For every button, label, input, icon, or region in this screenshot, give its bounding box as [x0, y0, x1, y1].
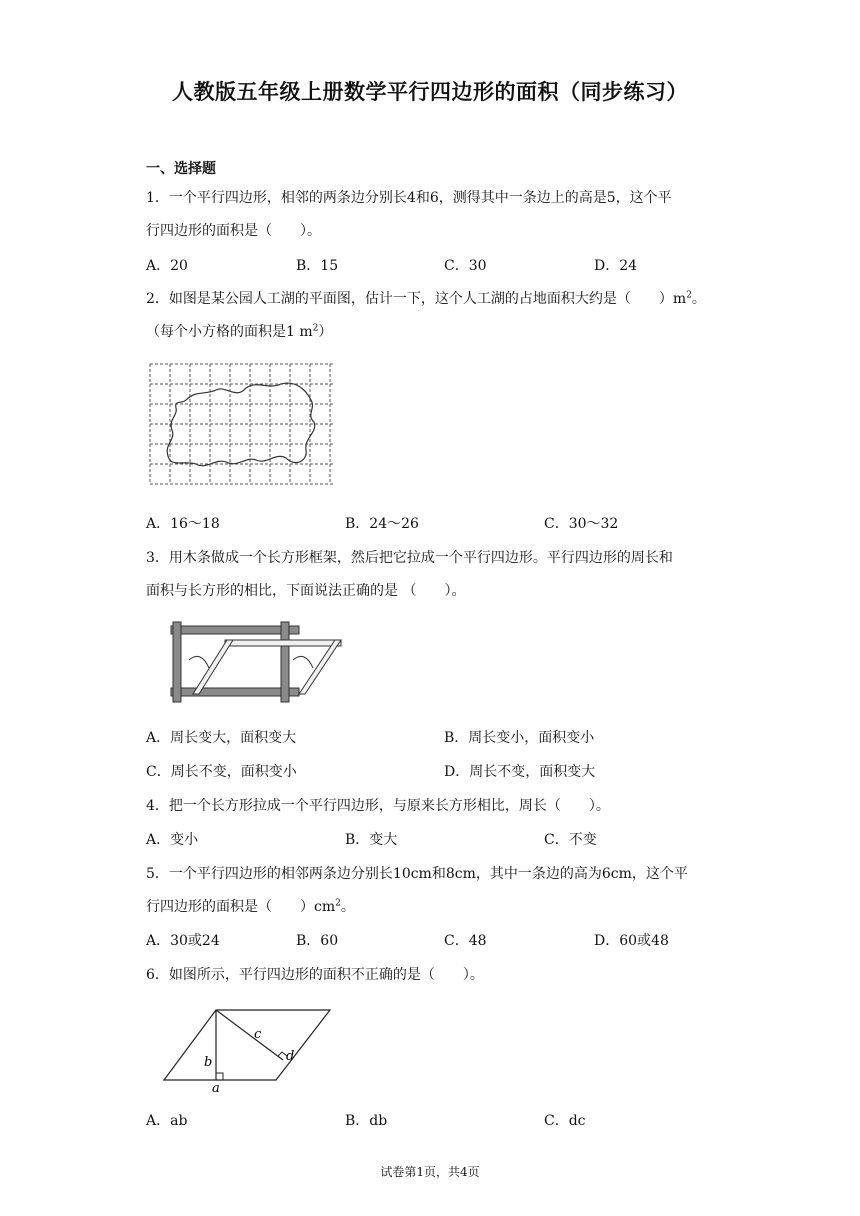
question-6-option-a: A．ab — [146, 1113, 188, 1129]
question-6-line-1: 6．如图所示，平行四边形的面积不正确的是（ ）。 — [146, 967, 484, 983]
question-1-option-c: C．30 — [444, 258, 487, 274]
question-1-option-b: B．15 — [296, 258, 339, 274]
question-5-line-2: 行四边形的面积是（ ）$cm^2$。 — [146, 898, 355, 915]
question-5-option-d: D．60或48 — [594, 933, 669, 949]
question-1-line-2: 行四边形的面积是（ ）。 — [146, 223, 321, 239]
question-4-option-b: B．变大 — [345, 832, 398, 848]
question-3-line-1: 3．用木条做成一个长方形框架，然后把它拉成一个平行四边形。平行四边形的周长和 — [146, 550, 673, 566]
section-heading: 一、选择题 — [146, 161, 216, 177]
wooden-frame-figure — [165, 618, 355, 706]
question-2-line-2: （每个小方格的面积是1 $m^2$） — [146, 323, 333, 340]
question-5-option-a: A．30或24 — [146, 933, 220, 949]
question-6-option-c: C．dc — [544, 1113, 586, 1129]
question-5-line-1: 5．一个平行四边形的相邻两条边分别长10cm和8cm，其中一条边的高为6cm，这个平 — [146, 866, 688, 882]
question-5-option-c: C．48 — [444, 933, 487, 949]
lake-grid-figure — [146, 360, 340, 488]
question-1-line-1: 1．一个平行四边形，相邻的两条边分别长4和6，测得其中一条边上的高是5，这个平 — [146, 190, 672, 206]
question-3-line-2: 面积与长方形的相比，下面说法正确的是 （ ）。 — [146, 583, 466, 599]
question-2-option-a: A．16～18 — [146, 516, 220, 532]
question-3-option-a: A．周长变大，面积变大 — [146, 730, 297, 746]
figure-label-d: d — [286, 1049, 295, 1064]
question-3-option-d: D．周长不变，面积变大 — [444, 764, 596, 780]
question-1-option-d: D．24 — [594, 258, 638, 274]
question-2-line-1: 2．如图是某公园人工湖的平面图，估计一下，这个人工湖的占地面积大约是（ ）$m^2$。 — [146, 290, 706, 307]
page-footer: 试卷第1页，共4页 — [380, 1165, 480, 1179]
question-6-option-b: B．db — [345, 1113, 388, 1129]
parallelogram-figure — [160, 1002, 336, 1094]
figure-label-a: a — [212, 1081, 220, 1094]
question-4-line-1: 4．把一个长方形拉成一个平行四边形，与原来长方形相比，周长（ ）。 — [146, 798, 610, 814]
question-2-option-c: C．30～32 — [544, 516, 619, 532]
question-1-option-a: A．20 — [146, 258, 188, 274]
question-5-option-b: B．60 — [296, 933, 339, 949]
document-title: 人教版五年级上册数学平行四边形的面积（同步练习） — [172, 80, 688, 104]
figure-label-b: b — [204, 1055, 213, 1070]
question-2-option-b: B．24～26 — [345, 516, 419, 532]
question-4-option-a: A．变小 — [146, 832, 199, 848]
question-3-option-b: B．周长变小，面积变小 — [444, 730, 595, 746]
question-4-option-c: C．不变 — [544, 832, 597, 848]
figure-label-c: c — [254, 1027, 262, 1042]
question-3-option-c: C．周长不变，面积变小 — [146, 764, 297, 780]
